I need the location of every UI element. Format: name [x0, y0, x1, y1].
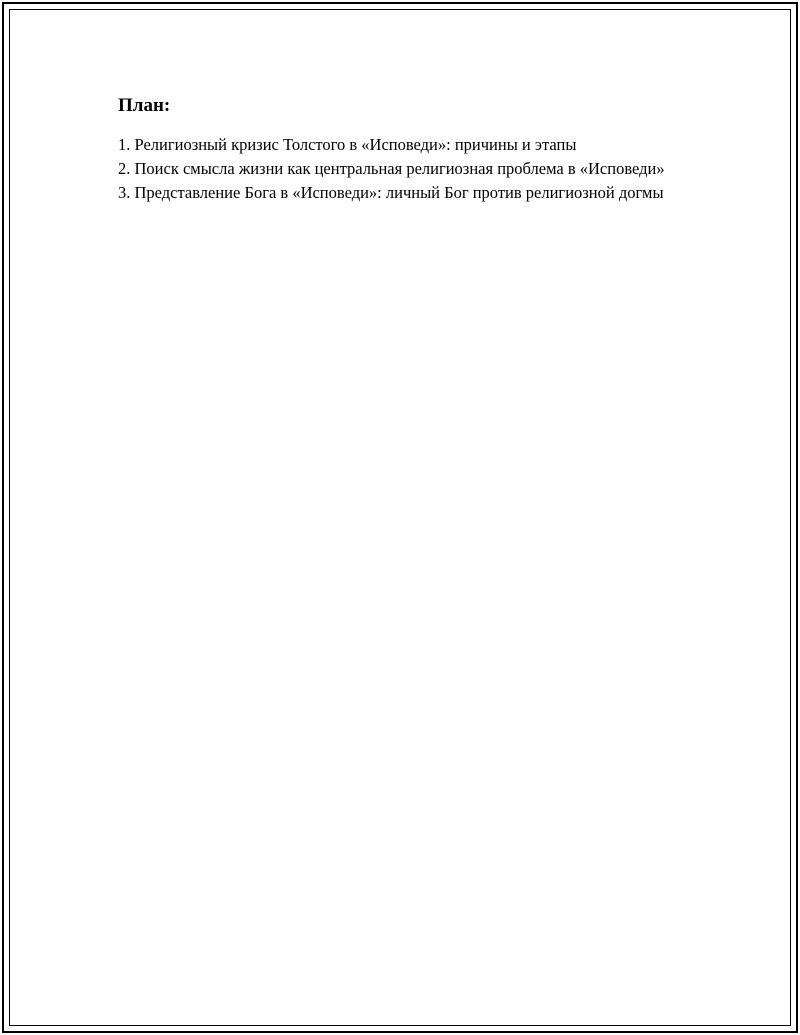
plan-list: [118, 133, 688, 205]
plan-heading: План:: [118, 95, 171, 116]
plan-item-1: 1. Религиозный кризис Толстого в «Исповеди»: причины и этапы: [118, 135, 577, 154]
plan-item-3: 3. Представление Бога в «Исповеди»: личный Бог против религиозной догмы: [118, 183, 664, 202]
plan-item-2: 2. Поиск смысла жизни как центральная религиозная проблема в «Исповеди»: [118, 159, 665, 178]
document-content: [118, 94, 688, 205]
